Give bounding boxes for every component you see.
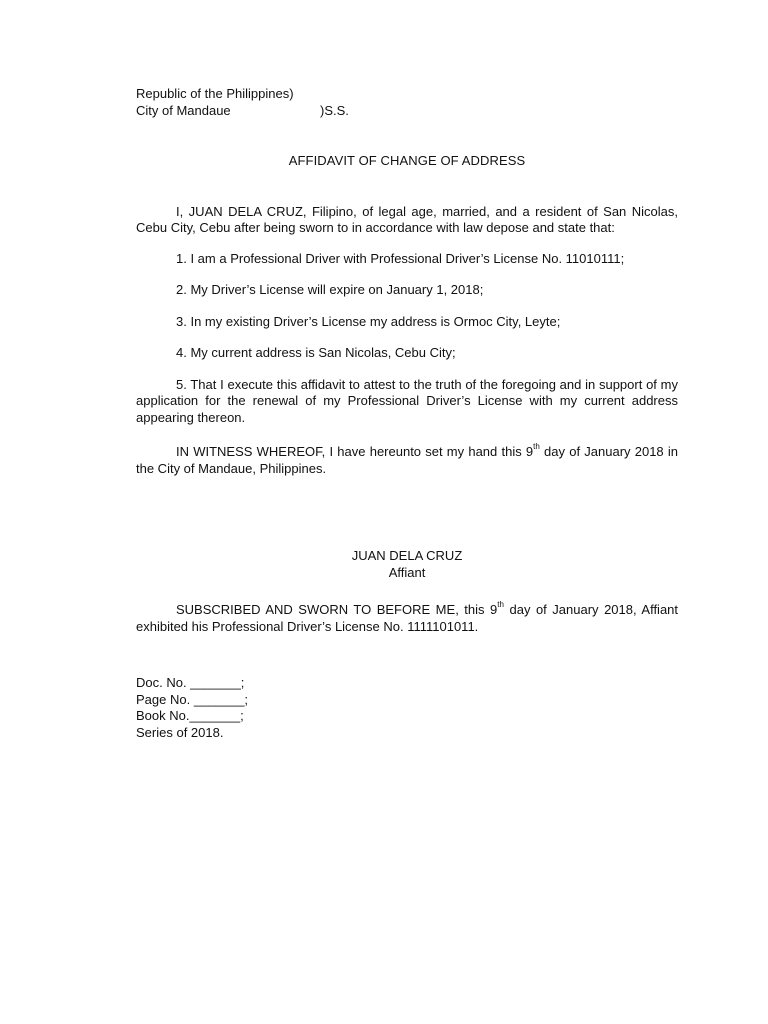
notarial-register (136, 675, 678, 741)
jurat-ordinal: th (497, 599, 504, 609)
jurat-paragraph (136, 599, 679, 635)
affidavit-document (136, 86, 678, 741)
jurat-text-2: day of January 2018, Affiant exhibited his Professional Driver’s License No. 1111101011. (136, 602, 679, 634)
item-1: 1. I am a Professional Driver with Professional Driver’s License No. 11010111; (176, 250, 625, 266)
item-2: 2. My Driver’s License will expire on January 1, 2018; (176, 282, 484, 297)
venue-ss: )S.S. (320, 102, 349, 118)
venue-city-line (136, 103, 678, 120)
witness-text-2: day of January 2018 in the City of Mandaue, Philippines. (136, 444, 678, 476)
page-number: Page No. _______; (136, 691, 249, 707)
item-3: 3. In my existing Driver’s License my address is Ormoc City, Leyte; (176, 313, 561, 329)
jurat-lead: SUBSCRIBED AND SWORN TO BEFORE ME (176, 602, 456, 617)
venue-city: City of Mandaue (136, 102, 231, 118)
witness-text-1: I have hereunto set my hand this 9 (325, 444, 534, 459)
signature-block (136, 548, 678, 581)
witness-lead: IN WITNESS WHEREOF, (176, 444, 326, 459)
venue-block (136, 86, 678, 119)
item-4: 4. My current address is San Nicolas, Cebu City; (176, 345, 456, 360)
book-number: Book No._______; (136, 708, 244, 723)
intro-paragraph: I, JUAN DELA CRUZ, Filipino, of legal age, married, and a resident of San Nicolas, Cebu City, Cebu after being sworn to in accordance with law depose and state that: (136, 203, 678, 235)
signatory-name: JUAN DELA CRUZ (351, 548, 463, 563)
doc-number: Doc. No. _______; (136, 675, 245, 690)
series-year: Series of 2018. (136, 724, 224, 740)
signatory-role: Affiant (388, 564, 426, 580)
document-title: AFFIDAVIT OF CHANGE OF ADDRESS (288, 153, 526, 168)
item-5: 5. That I execute this affidavit to attest to the truth of the foregoing and in support of my application for the renewal of my Professional Driver’s License with my current address appearing thereon. (136, 376, 678, 425)
venue-republic: Republic of the Philippines) (136, 86, 294, 101)
jurat-text-1: , this 9 (455, 602, 498, 617)
witness-ordinal: th (533, 441, 540, 451)
witness-paragraph (136, 441, 678, 477)
